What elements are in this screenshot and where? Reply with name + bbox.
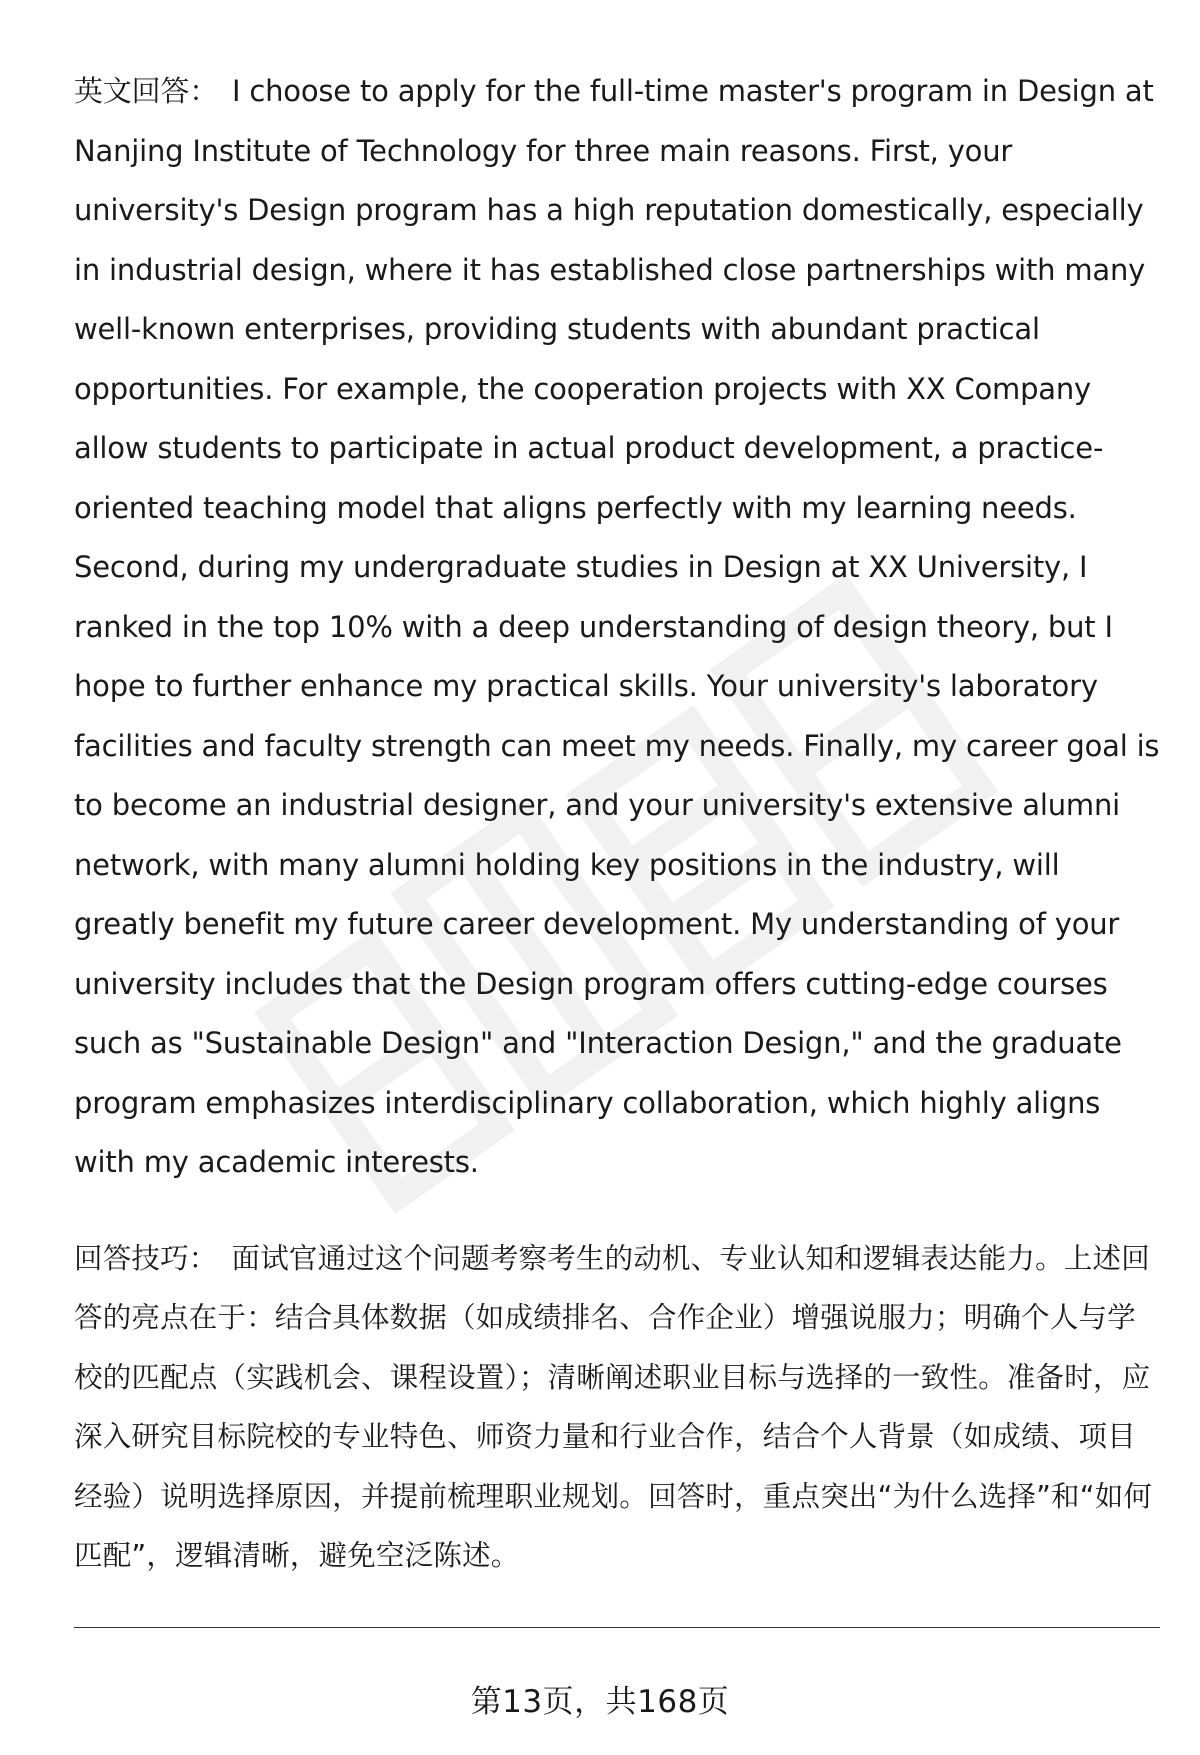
footer-divider <box>74 1627 1160 1628</box>
english-answer-label: 英文回答： <box>74 74 219 108</box>
page-number: 第13页，共168页 <box>470 1684 730 1720</box>
content-area <box>74 62 1160 1586</box>
answer-tips-label: 回答技巧： <box>74 1241 218 1275</box>
english-answer-paragraph <box>74 62 1160 1193</box>
answer-tips-text: 面试官通过这个问题考察考生的动机、专业认知和逻辑表达能力。上述回答的亮点在于：结合具体数据（如成绩排名、合作企业）增强说服力；明确个人与学校的匹配点（实践机会、课程设置）；清晰阐述职业目标与选择的一致性。准备时，应深入研究目标院校的专业特色、师资力量和行业合作，结合个人背景（如成绩、项目经验）说明选择原因，并提前梳理职业规划。回答时，重点突出“为什么选择”和“如何匹配”，逻辑清晰，避免空泛陈述。 <box>74 1241 1153 1572</box>
english-answer-text: I choose to apply for the full-time master's program in Design at Nanjing Institute of Technology for three main reasons. First, your university's Design program has a high reputation domestically, especially in industrial design, where it has established close partnerships with many well-known enterprises, providing students with abundant practical opportunities. For example, the cooperation projects with XX Company allow students to participate in actual product development, a practice-oriented teaching model that aligns perfectly with my learning needs. Second, during my undergraduate studies in Design at XX University, I ranked in the top 10% with a deep understanding of design theory, but I hope to further enhance my practical skills. Your university's laboratory facilities and faculty strength can meet my needs. Finally, my career goal is to become an industrial designer, and your university's extensive alumni network, with many alumni holding key positions in the industry, will greatly benefit my future career development. My understanding of your university includes that the Design program offers cutting-edge courses such as "Sustainable Design" and "Interaction Design," and the graduate program emphasizes interdisciplinary collaboration, which highly aligns with my academic interests. <box>74 74 1160 1179</box>
answer-tips-paragraph <box>74 1229 1160 1586</box>
